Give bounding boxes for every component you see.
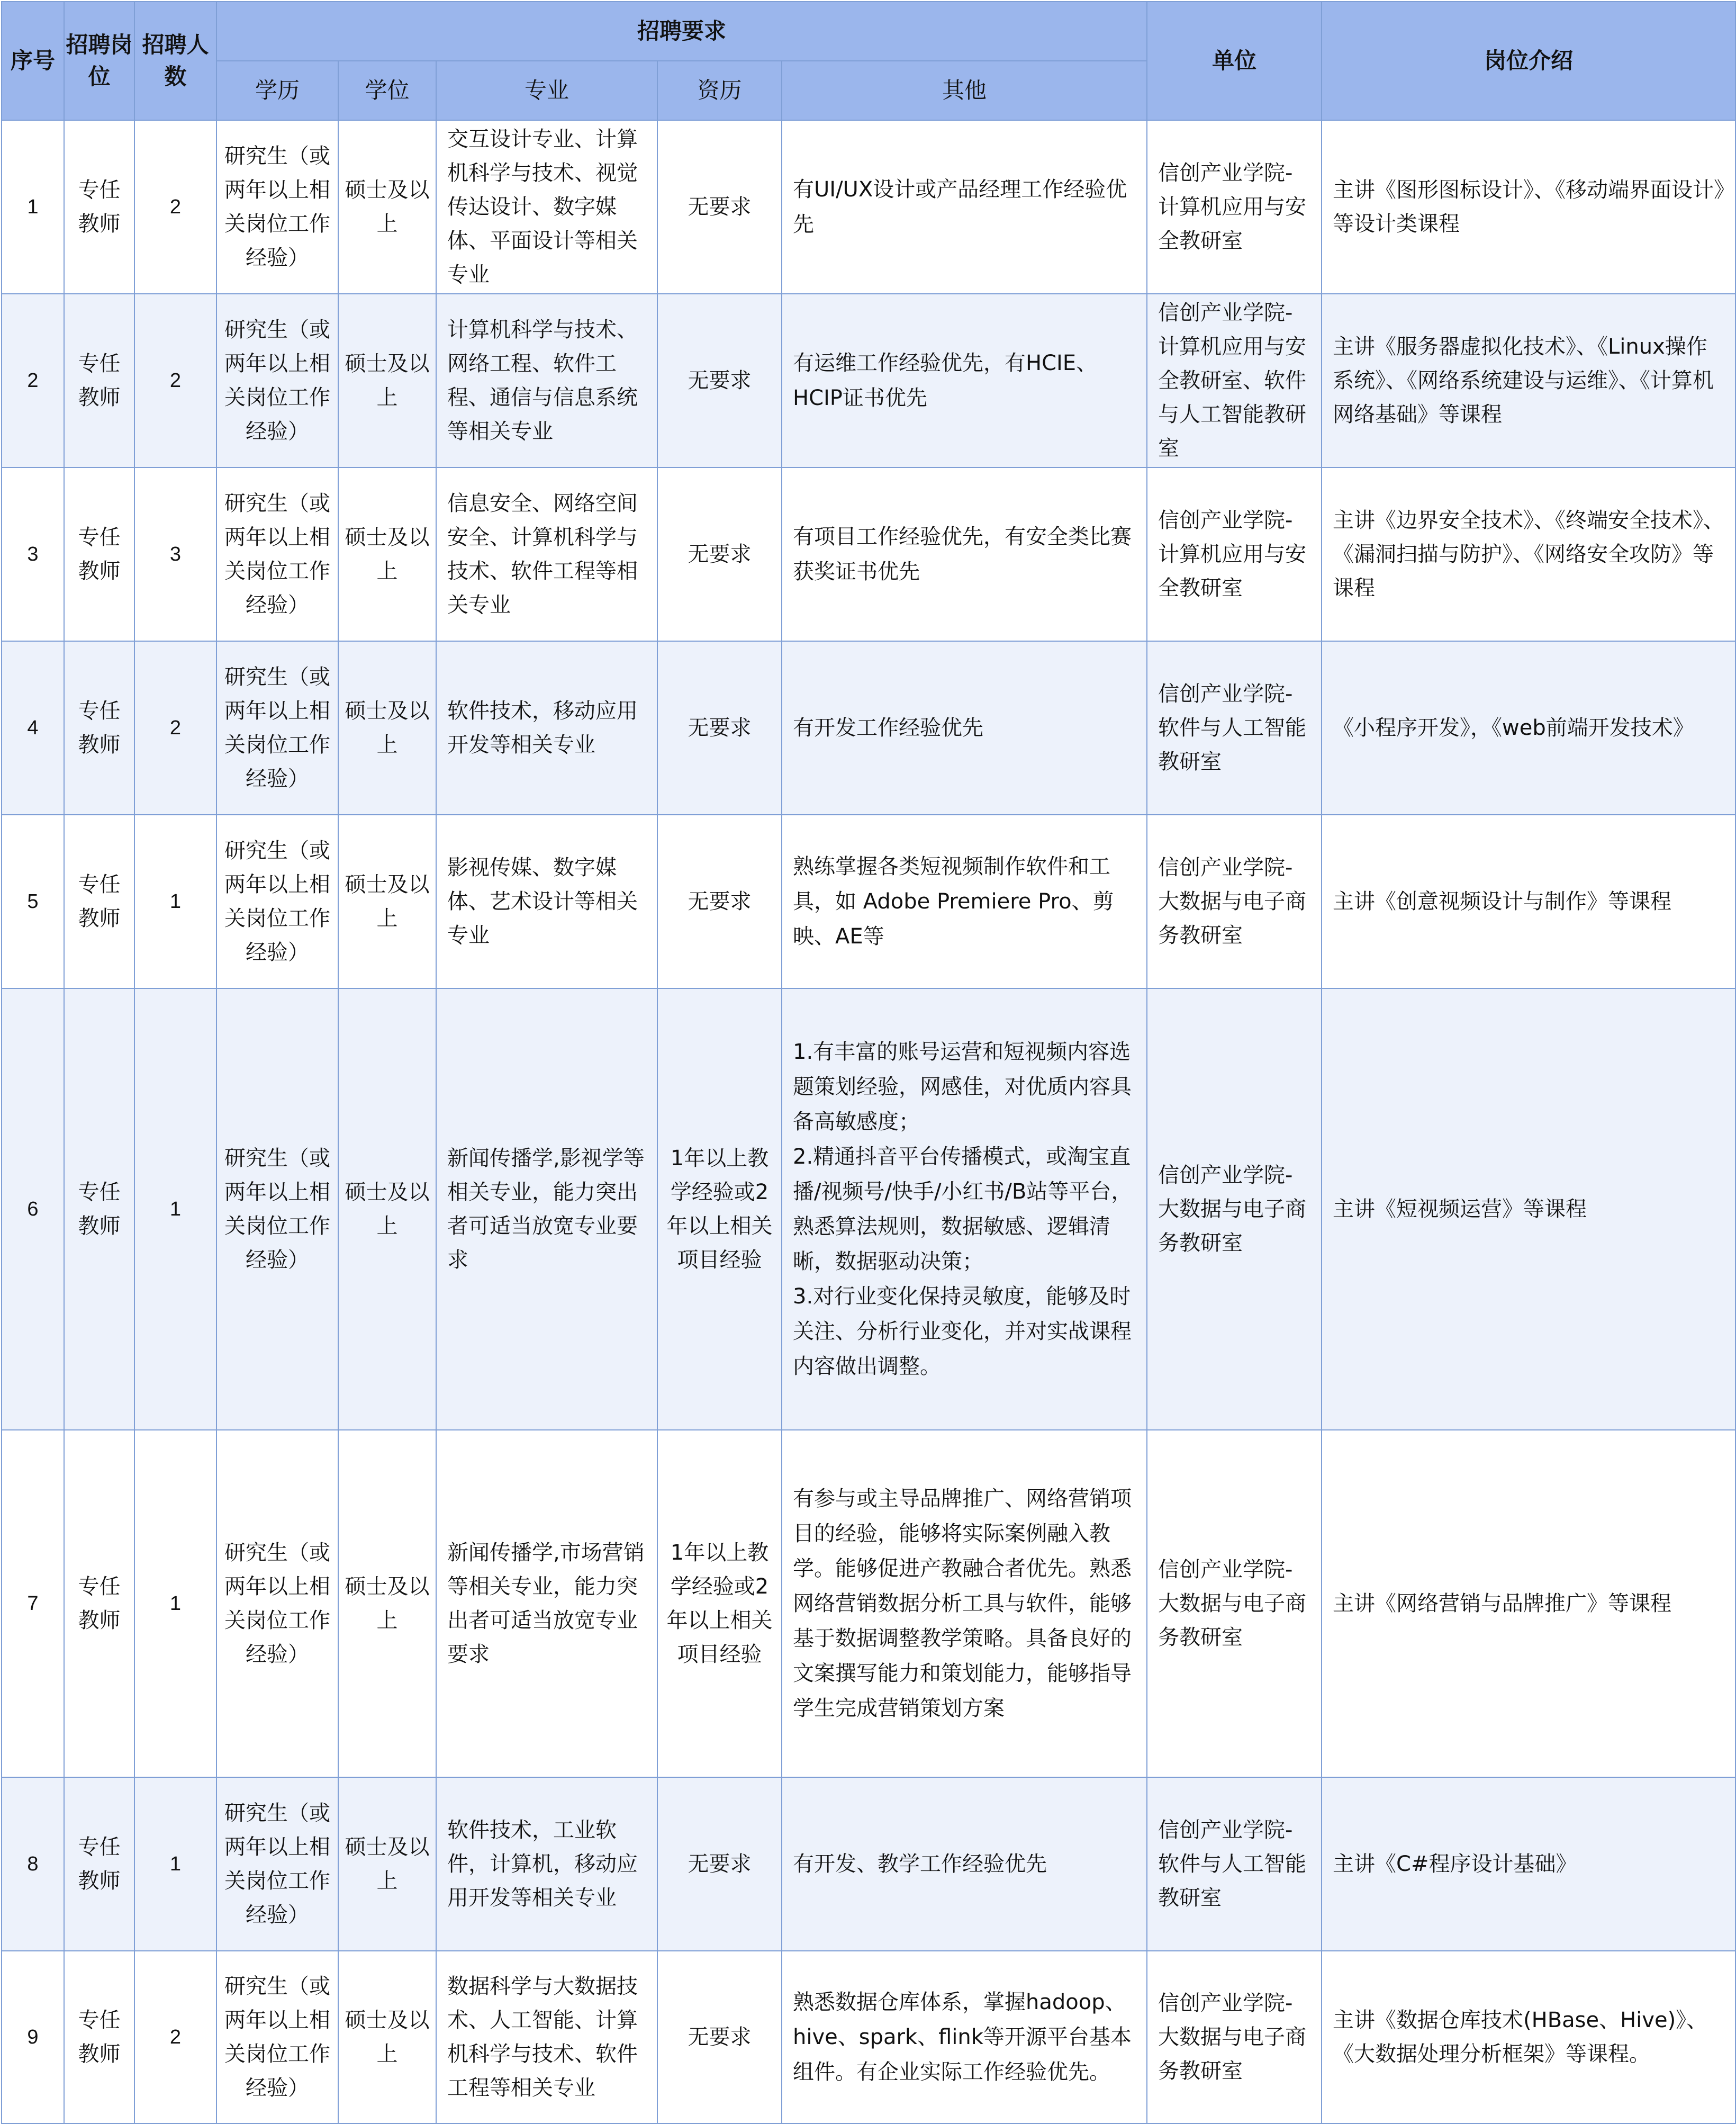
cell-unit: 信创产业学院-软件与人工智能教研室 [1147, 641, 1322, 815]
cell-degree: 硕士及以上 [338, 294, 436, 467]
cell-major: 新闻传播学,市场营销等相关专业，能力突出者可适当放宽专业要求 [436, 1430, 657, 1777]
cell-qualification: 无要求 [657, 1951, 782, 2123]
cell-index: 8 [2, 1777, 64, 1951]
cell-other [782, 1777, 1147, 1951]
cell-count: 1 [134, 1430, 216, 1777]
cell-unit: 信创产业学院-软件与人工智能教研室 [1147, 1777, 1322, 1951]
cell-position: 专任教师 [64, 120, 134, 294]
cell-count: 2 [134, 294, 216, 467]
cell-qualification: 无要求 [657, 294, 782, 467]
cell-degree: 硕士及以上 [338, 1777, 436, 1951]
cell-major: 交互设计专业、计算机科学与技术、视觉传达设计、数字媒体、平面设计等相关专业 [436, 120, 657, 294]
cell-index: 5 [2, 815, 64, 988]
other-requirement-line: 有开发工作经验优先 [793, 716, 983, 740]
cell-other [782, 641, 1147, 815]
cell-education: 研究生（或两年以上相关岗位工作经验） [216, 988, 338, 1430]
cell-index: 7 [2, 1430, 64, 1777]
cell-degree: 硕士及以上 [338, 120, 436, 294]
cell-index: 2 [2, 294, 64, 467]
table-row [2, 294, 1735, 467]
cell-index: 6 [2, 988, 64, 1430]
cell-major: 影视传媒、数字媒体、艺术设计等相关专业 [436, 815, 657, 988]
cell-other [782, 1951, 1147, 2123]
cell-other [782, 294, 1147, 467]
table-row [2, 1951, 1735, 2123]
cell-education: 研究生（或两年以上相关岗位工作经验） [216, 120, 338, 294]
cell-other [782, 467, 1147, 641]
other-requirement-line: 有开发、教学工作经验优先 [793, 1852, 1047, 1876]
cell-qualification: 无要求 [657, 120, 782, 294]
table-row [2, 815, 1735, 988]
cell-count: 3 [134, 467, 216, 641]
other-requirement-line: 2.精通抖音平台传播模式，或淘宝直播/视频号/快手/小红书/B站等平台，熟悉算法规则，数据敏感、逻辑清晰，数据驱动决策； [793, 1145, 1133, 1274]
table-row [2, 988, 1735, 1430]
cell-count: 2 [134, 120, 216, 294]
cell-unit: 信创产业学院-大数据与电子商务教研室 [1147, 815, 1322, 988]
cell-major: 计算机科学与技术、网络工程、软件工程、通信与信息系统等相关专业 [436, 294, 657, 467]
cell-intro: 《小程序开发》，《web前端开发技术》 [1322, 641, 1735, 815]
cell-count: 1 [134, 1777, 216, 1951]
cell-intro: 主讲《创意视频设计与制作》等课程 [1322, 815, 1735, 988]
cell-position: 专任教师 [64, 641, 134, 815]
cell-qualification: 无要求 [657, 467, 782, 641]
other-requirement-line: 有UI/UX设计或产品经理工作经验优先 [793, 177, 1127, 237]
cell-degree: 硕士及以上 [338, 1430, 436, 1777]
cell-education: 研究生（或两年以上相关岗位工作经验） [216, 1777, 338, 1951]
cell-unit: 信创产业学院-大数据与电子商务教研室 [1147, 1430, 1322, 1777]
cell-index: 3 [2, 467, 64, 641]
other-requirement-line: 1.有丰富的账号运营和短视频内容选题策划经验，网感佳，对优质内容具备高敏感度； [793, 1040, 1132, 1134]
cell-education: 研究生（或两年以上相关岗位工作经验） [216, 1430, 338, 1777]
cell-position: 专任教师 [64, 294, 134, 467]
cell-major: 数据科学与大数据技术、人工智能、计算机科学与技术、软件工程等相关专业 [436, 1951, 657, 2123]
cell-intro: 主讲《数据仓库技术(HBase、Hive)》、《大数据处理分析框架》等课程。 [1322, 1951, 1735, 2123]
cell-major: 信息安全、网络空间安全、计算机科学与技术、软件工程等相关专业 [436, 467, 657, 641]
cell-intro: 主讲《短视频运营》等课程 [1322, 988, 1735, 1430]
cell-qualification: 无要求 [657, 815, 782, 988]
cell-position: 专任教师 [64, 815, 134, 988]
cell-intro: 主讲《C#程序设计基础》 [1322, 1777, 1735, 1951]
header-degree: 学位 [338, 61, 436, 120]
table-row [2, 641, 1735, 815]
cell-position: 专任教师 [64, 1777, 134, 1951]
other-requirement-line: 熟练掌握各类短视频制作软件和工具，如 Adobe Premiere Pro、剪映、AE等 [793, 854, 1114, 949]
cell-intro: 主讲《服务器虚拟化技术》、《Linux操作系统》、《网络系统建设与运维》、《计算机网络基础》等课程 [1322, 294, 1735, 467]
cell-unit: 信创产业学院-计算机应用与安全教研室 [1147, 120, 1322, 294]
cell-qualification: 1年以上教学经验或2年以上相关项目经验 [657, 988, 782, 1430]
cell-education: 研究生（或两年以上相关岗位工作经验） [216, 294, 338, 467]
cell-unit: 信创产业学院-计算机应用与安全教研室 [1147, 467, 1322, 641]
cell-count: 2 [134, 641, 216, 815]
table-row [2, 120, 1735, 294]
cell-position: 专任教师 [64, 988, 134, 1430]
cell-unit: 信创产业学院-大数据与电子商务教研室 [1147, 988, 1322, 1430]
cell-index: 9 [2, 1951, 64, 2123]
cell-degree: 硕士及以上 [338, 988, 436, 1430]
recruitment-table [1, 1, 1736, 2124]
cell-unit: 信创产业学院-计算机应用与安全教研室、软件与人工智能教研室 [1147, 294, 1322, 467]
cell-intro: 主讲《网络营销与品牌推广》等课程 [1322, 1430, 1735, 1777]
other-requirement-line: 有运维工作经验优先，有HCIE、HCIP证书优先 [793, 351, 1098, 410]
cell-other [782, 120, 1147, 294]
table-row [2, 467, 1735, 641]
cell-intro: 主讲《图形图标设计》、《移动端界面设计》等设计类课程 [1322, 120, 1735, 294]
cell-education: 研究生（或两年以上相关岗位工作经验） [216, 467, 338, 641]
table-row [2, 1430, 1735, 1777]
cell-education: 研究生（或两年以上相关岗位工作经验） [216, 815, 338, 988]
cell-other [782, 988, 1147, 1430]
cell-degree: 硕士及以上 [338, 1951, 436, 2123]
header-unit: 单位 [1147, 2, 1322, 120]
cell-index: 1 [2, 120, 64, 294]
cell-qualification: 无要求 [657, 641, 782, 815]
header-education: 学历 [216, 61, 338, 120]
cell-position: 专任教师 [64, 1951, 134, 2123]
header-other: 其他 [782, 61, 1147, 120]
cell-other [782, 1430, 1147, 1777]
other-requirement-line: 有项目工作经验优先，有安全类比赛获奖证书优先 [793, 525, 1132, 584]
cell-count: 1 [134, 815, 216, 988]
other-requirement-line: 3.对行业变化保持灵敏度，能够及时关注、分析行业变化，并对实战课程内容做出调整。 [793, 1284, 1132, 1379]
header-requirements: 招聘要求 [216, 2, 1147, 61]
cell-education: 研究生（或两年以上相关岗位工作经验） [216, 1951, 338, 2123]
header-intro: 岗位介绍 [1322, 2, 1735, 120]
cell-degree: 硕士及以上 [338, 641, 436, 815]
cell-other [782, 815, 1147, 988]
header-count: 招聘人数 [134, 2, 216, 120]
header-major: 专业 [436, 61, 657, 120]
cell-intro: 主讲《边界安全技术》、《终端安全技术》、《漏洞扫描与防护》、《网络安全攻防》等课程 [1322, 467, 1735, 641]
cell-qualification: 无要求 [657, 1777, 782, 1951]
header-index: 序号 [2, 2, 64, 120]
other-requirement-line: 熟悉数据仓库体系，掌握hadoop、hive、spark、flink等开源平台基本组件。有企业实际工作经验优先。 [793, 1990, 1132, 2084]
header-qualification: 资历 [657, 61, 782, 120]
cell-major: 新闻传播学,影视学等相关专业，能力突出者可适当放宽专业要求 [436, 988, 657, 1430]
cell-count: 1 [134, 988, 216, 1430]
cell-position: 专任教师 [64, 467, 134, 641]
cell-position: 专任教师 [64, 1430, 134, 1777]
cell-index: 4 [2, 641, 64, 815]
cell-count: 2 [134, 1951, 216, 2123]
cell-major: 软件技术，工业软件，计算机，移动应用开发等相关专业 [436, 1777, 657, 1951]
cell-degree: 硕士及以上 [338, 815, 436, 988]
table-row [2, 1777, 1735, 1951]
cell-education: 研究生（或两年以上相关岗位工作经验） [216, 641, 338, 815]
cell-degree: 硕士及以上 [338, 467, 436, 641]
cell-qualification: 1年以上教学经验或2年以上相关项目经验 [657, 1430, 782, 1777]
cell-major: 软件技术，移动应用开发等相关专业 [436, 641, 657, 815]
table-body [2, 120, 1735, 2123]
header-position: 招聘岗位 [64, 2, 134, 120]
cell-unit: 信创产业学院-大数据与电子商务教研室 [1147, 1951, 1322, 2123]
other-requirement-line: 有参与或主导品牌推广、网络营销项目的经验，能够将实际案例融入教学。能够促进产教融合者优先。熟悉网络营销数据分析工具与软件，能够基于数据调整教学策略。具备良好的文案撰写能力和策划能力，能够指导学生完成营销策划方案 [793, 1487, 1132, 1721]
